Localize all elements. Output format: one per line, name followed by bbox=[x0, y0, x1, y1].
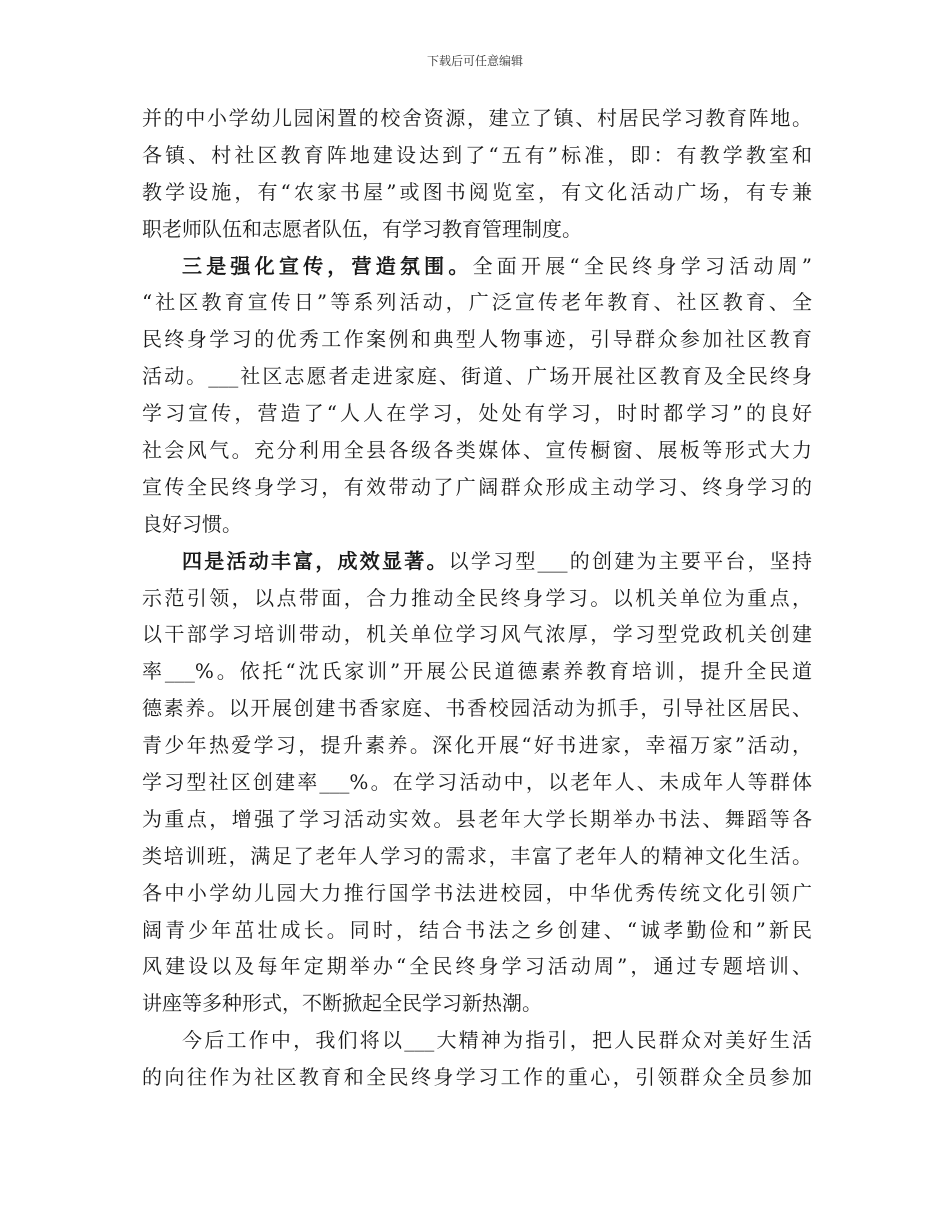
text-line: 为重点，增强了学习活动实效。县老年大学长期举办书法、舞蹈等各 bbox=[142, 806, 812, 831]
text-line: 并的中小学幼儿园闲置的校舍资源，建立了镇、村居民学习教育阵地。 bbox=[142, 106, 812, 130]
text-line: 良好习惯。 bbox=[142, 511, 242, 536]
document-body bbox=[142, 100, 812, 1096]
text-line: 学习型社区创建率___%。在学习活动中，以老年人、未成年人等群体 bbox=[142, 770, 812, 795]
text-line: 讲座等多种形式，不断掀起全民学习新热潮。 bbox=[142, 991, 542, 1016]
text-line: 各镇、村社区教育阵地建设达到了“五有”标准，即：有教学教室和 bbox=[142, 142, 812, 167]
text-line: 青少年热爱学习，提升素养。深化开展“好书进家，幸福万家”活动， bbox=[142, 733, 812, 758]
text-line: 职老师队伍和志愿者队伍，有学习教育管理制度。 bbox=[142, 216, 582, 241]
text-line: 率___%。依托“沈氏家训”开展公民道德素养教育培训，提升全民道 bbox=[142, 659, 812, 684]
text-line: 德素养。以开展创建书香家庭、书香校园活动为抓手，引导社区居民、 bbox=[142, 696, 812, 721]
text-line: 以干部学习培训带动，机关单位学习风气浓厚，学习型党政机关创建 bbox=[142, 622, 812, 647]
paragraph-heading-line: 四是活动丰富，成效显著。以学习型___的创建为主要平台，坚持 bbox=[182, 548, 813, 573]
text-line: 各中小学幼儿园大力推行国学书法进校园，中华优秀传统文化引领广 bbox=[142, 880, 812, 905]
text-line: “社区教育宣传日”等系列活动，广泛宣传老年教育、社区教育、全 bbox=[142, 290, 812, 315]
text-line: 学习宣传，营造了“人人在学习，处处有学习，时时都学习”的良好 bbox=[142, 401, 812, 426]
text-line: 示范引领，以点带面，合力推动全民终身学习。以机关单位为重点， bbox=[142, 585, 812, 610]
paragraph-heading: 四是活动丰富，成效显著。 bbox=[182, 548, 449, 573]
page-header: 下载后可任意编辑 bbox=[426, 54, 523, 68]
paragraph-heading-line: 三是强化宣传，营造氛围。全面开展“全民终身学习活动周” bbox=[182, 253, 812, 278]
text-line: 宣传全民终身学习，有效带动了广阔群众形成主动学习、终身学习的 bbox=[142, 474, 812, 499]
text-line: 类培训班，满足了老年人学习的需求，丰富了老年人的精神文化生活。 bbox=[142, 843, 812, 868]
text-line: 今后工作中，我们将以___大精神为指引，把人民群众对美好生活 bbox=[182, 1028, 812, 1053]
text-line: 民终身学习的优秀工作案例和典型人物事迹，引导群众参加社区教育 bbox=[142, 327, 812, 352]
paragraph-heading: 三是强化宣传，营造氛围。 bbox=[182, 253, 473, 278]
text-line: 风建设以及每年定期举办“全民终身学习活动周”，通过专题培训、 bbox=[142, 954, 812, 979]
text-line: 的向往作为社区教育和全民终身学习工作的重心，引领群众全员参加 bbox=[142, 1065, 812, 1090]
text-line: 社会风气。充分利用全县各级各类媒体、宣传橱窗、展板等形式大力 bbox=[142, 438, 812, 463]
text-line: 阔青少年茁壮成长。同时，结合书法之乡创建、“诚孝勤俭和”新民 bbox=[142, 917, 812, 942]
text-line: 活动。___社区志愿者走进家庭、街道、广场开展社区教育及全民终身 bbox=[142, 364, 812, 389]
text-line: 教学设施，有“农家书屋”或图书阅览室，有文化活动广场，有专兼 bbox=[142, 179, 812, 204]
